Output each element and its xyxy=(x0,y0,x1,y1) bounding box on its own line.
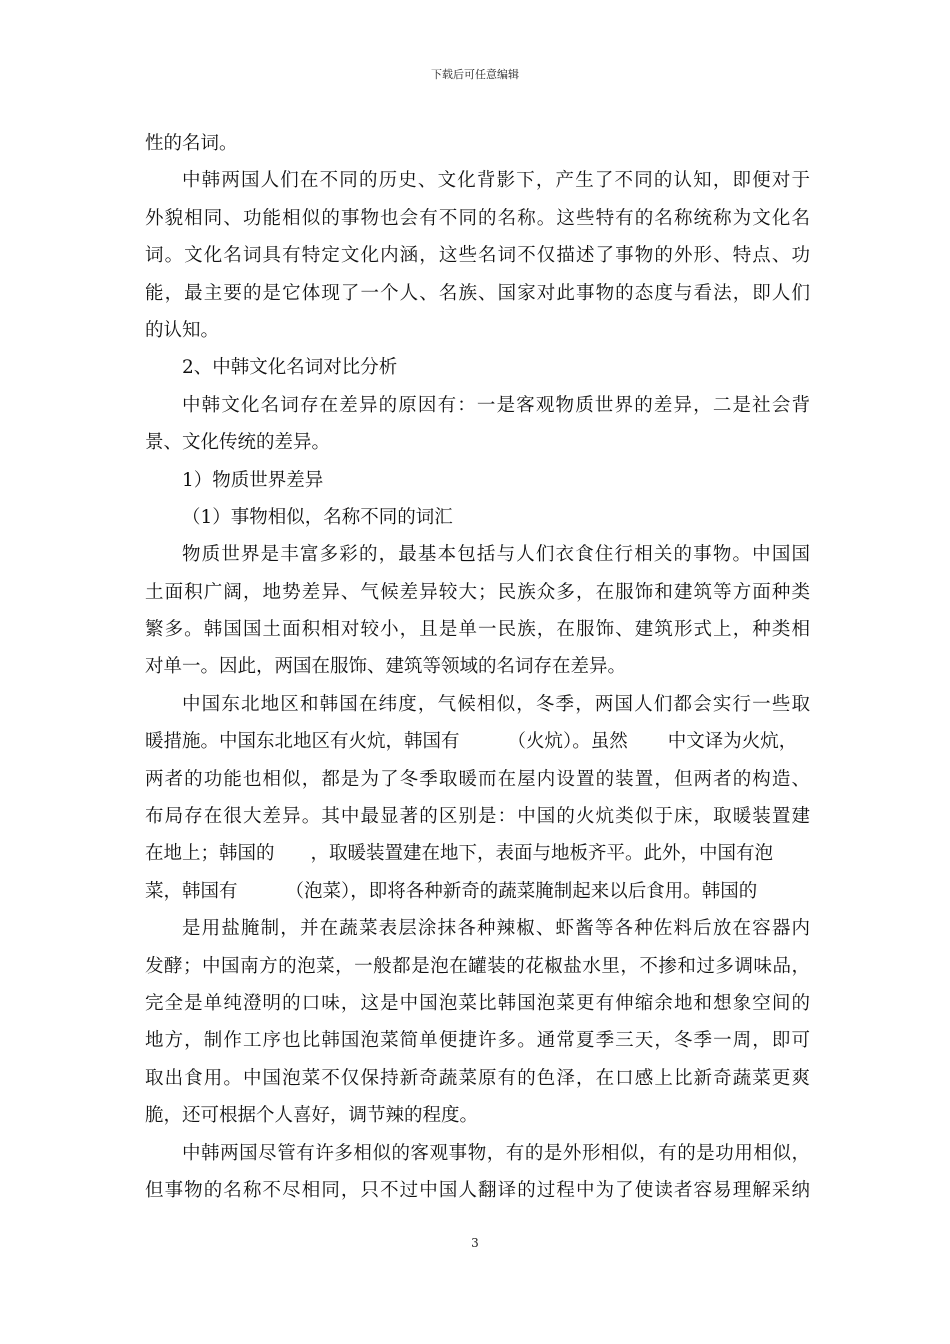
text-segment: ，取暖装置建在地下，表面与地板齐平。此外，中国有泡 xyxy=(310,843,774,865)
text-line: 的认知。 xyxy=(145,319,220,341)
text-line: 中国东北地区和韩国在纬度，气候相似，冬季，两国人们都会实行一些取 xyxy=(182,693,810,715)
section-heading: 2、中韩文化名词对比分析 xyxy=(182,357,398,379)
subsection-heading: 1）物质世界差异 xyxy=(182,469,324,491)
text-line: 对单一。因此，两国在服饰、建筑等领域的名词存在差异。 xyxy=(145,656,627,678)
text-line: 是用盐腌制，并在蔬菜表层涂抹各种辣椒、虾酱等各种佐料后放在容器内 xyxy=(182,918,810,940)
text-line: 但事物的名称不尽相同，只不过中国人翻译的过程中为了使读者容易理解采纳 xyxy=(145,1179,810,1201)
text-segment: （火炕）。虽然 xyxy=(507,731,628,753)
text-segment: 中文译为火炕， xyxy=(667,731,798,753)
text-line: 中韩两国尽管有许多相似的客观事物，有的是外形相似，有的是功用相似， xyxy=(182,1142,810,1164)
text-line: 中韩文化名词存在差异的原因有：一是客观物质世界的差异，二是社会背 xyxy=(182,394,810,416)
text-line: 性的名词。 xyxy=(145,133,238,154)
text-line: 物质世界是丰富多彩的，最基本包括与人们衣食住行相关的事物。中国国 xyxy=(182,544,810,566)
text-line: 完全是单纯澄明的口味，这是中国泡菜比韩国泡菜更有伸缩余地和想象空间的 xyxy=(145,992,810,1014)
text-line: 词。文化名词具有特定文化内涵，这些名词不仅描述了事物的外形、特点、功 xyxy=(145,245,810,267)
text-line: 地方，制作工序也比韩国泡菜简单便捷许多。通常夏季三天，冬季一周，即可 xyxy=(145,1030,810,1052)
subsection-heading: （1）事物相似，名称不同的词汇 xyxy=(182,506,453,528)
text-line xyxy=(145,873,810,910)
text-line: 发酵；中国南方的泡菜，一般都是泡在罐装的花椒盐水里，不掺和过多调味品， xyxy=(145,955,810,977)
text-segment: 菜，韩国有 xyxy=(145,880,238,902)
text-line xyxy=(145,723,810,760)
document-body xyxy=(145,125,810,1209)
text-line: 能，最主要的是它体现了一个人、名族、国家对此事物的态度与看法，即人们 xyxy=(145,282,810,304)
text-line: 取出食用。中国泡菜不仅保持新奇蔬菜原有的色泽，在口感上比新奇蔬菜更爽 xyxy=(145,1067,810,1089)
text-line: 布局存在很大差异。其中最显著的区别是：中国的火炕类似于床，取暖装置建 xyxy=(145,806,810,828)
text-segment: （泡菜），即将各种新奇的蔬菜腌制起来以后食用。韩国的 xyxy=(285,880,758,902)
text-line: 繁多。韩国国土面积相对较小，且是单一民族，在服饰、建筑形式上，种类相 xyxy=(145,619,810,641)
text-segment: 暖措施。中国东北地区有火炕，韩国有 xyxy=(145,731,460,753)
text-line: 两者的功能也相似，都是为了冬季取暖而在屋内设置的装置，但两者的构造、 xyxy=(145,768,810,790)
text-line: 脆，还可根据个人喜好，调节辣的程度。 xyxy=(145,1105,479,1127)
text-line: 土面积广阔，地势差异、气候差异较大；民族众多，在服饰和建筑等方面种类 xyxy=(145,581,810,603)
text-segment: 在地上；韩国的 xyxy=(145,843,275,865)
page-number: 3 xyxy=(471,1236,479,1250)
text-line xyxy=(145,835,810,872)
page-header: 下载后可任意编辑 xyxy=(431,68,519,81)
text-line: 中韩两国人们在不同的历史、文化背影下，产生了不同的认知，即便对于 xyxy=(182,170,810,192)
text-line: 外貌相同、功能相似的事物也会有不同的名称。这些特有的名称统称为文化名 xyxy=(145,207,810,229)
text-line: 景、文化传统的差异。 xyxy=(145,432,331,454)
